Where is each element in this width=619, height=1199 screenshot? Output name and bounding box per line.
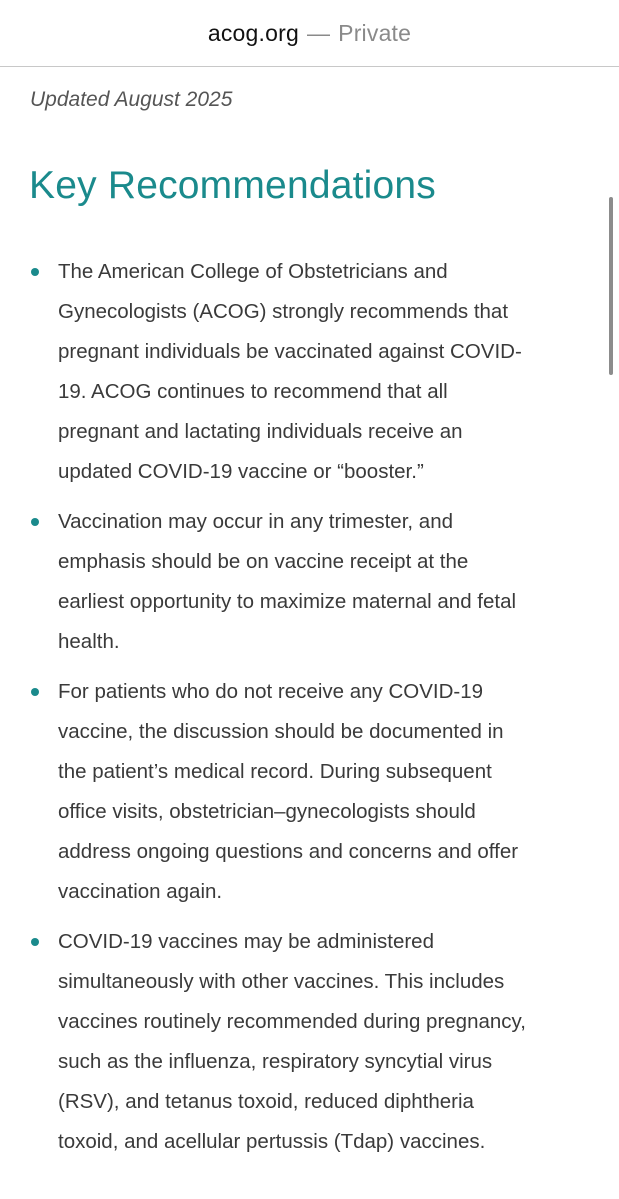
list-item-text: updated COVID-19 vaccine or “booster.” [58,460,424,483]
list-item-text: toxoid, and acellular pertussis (Tdap) vaccines. [58,1130,486,1153]
url-domain[interactable]: acog.org [207,19,299,46]
list-item [0,672,588,912]
page-content [0,68,619,1199]
list-item-text: (RSV), and tetanus toxoid, reduced diphtheria [58,1090,474,1113]
list-item-text: office visits, obstetrician–gynecologists should [58,800,476,823]
url-separator: — [306,19,331,46]
list-item [0,252,588,492]
list-item [0,502,588,662]
bullet-icon [31,688,39,696]
list-item-text: earliest opportunity to maximize maternal and fetal [58,590,517,613]
list-item-text: the patient’s medical record. During subsequent [58,760,492,783]
list-item-text: The American College of Obstetricians and [58,260,448,283]
list-item-text: simultaneously with other vaccines. This includes [58,970,505,993]
page-heading: Key Recommendations [29,164,436,207]
list-item-text: For patients who do not receive any COVID-19 [58,680,484,703]
list-item [0,922,588,1162]
list-item-text: Gynecologists (ACOG) strongly recommends that [58,300,509,323]
bullet-icon [31,938,39,946]
updated-date: Updated August 2025 [30,88,233,111]
private-browsing-label: Private [338,19,412,46]
scrollbar-thumb[interactable] [609,197,613,375]
list-item-text: health. [58,630,120,653]
list-item-text: vaccination again. [58,880,223,903]
address-bar[interactable] [0,0,619,67]
list-item-text: vaccine, the discussion should be documented in [58,720,504,743]
bullet-icon [31,518,39,526]
list-item-text: such as the influenza, respiratory syncytial virus [58,1050,493,1073]
list-item-text: 19. ACOG continues to recommend that all [58,380,448,403]
list-item-text: COVID-19 vaccines may be administered [58,930,434,953]
list-item-text: pregnant individuals be vaccinated against COVID- [58,340,522,363]
bullet-icon [31,268,39,276]
list-item-text: vaccines routinely recommended during pregnancy, [58,1010,526,1033]
list-item-text: Vaccination may occur in any trimester, and [58,510,453,533]
list-item-text: pregnant and lactating individuals receive an [58,420,463,443]
list-item-text: address ongoing questions and concerns and offer [58,840,519,863]
list-item-text: emphasis should be on vaccine receipt at the [58,550,469,573]
recommendations-list [0,252,619,1172]
